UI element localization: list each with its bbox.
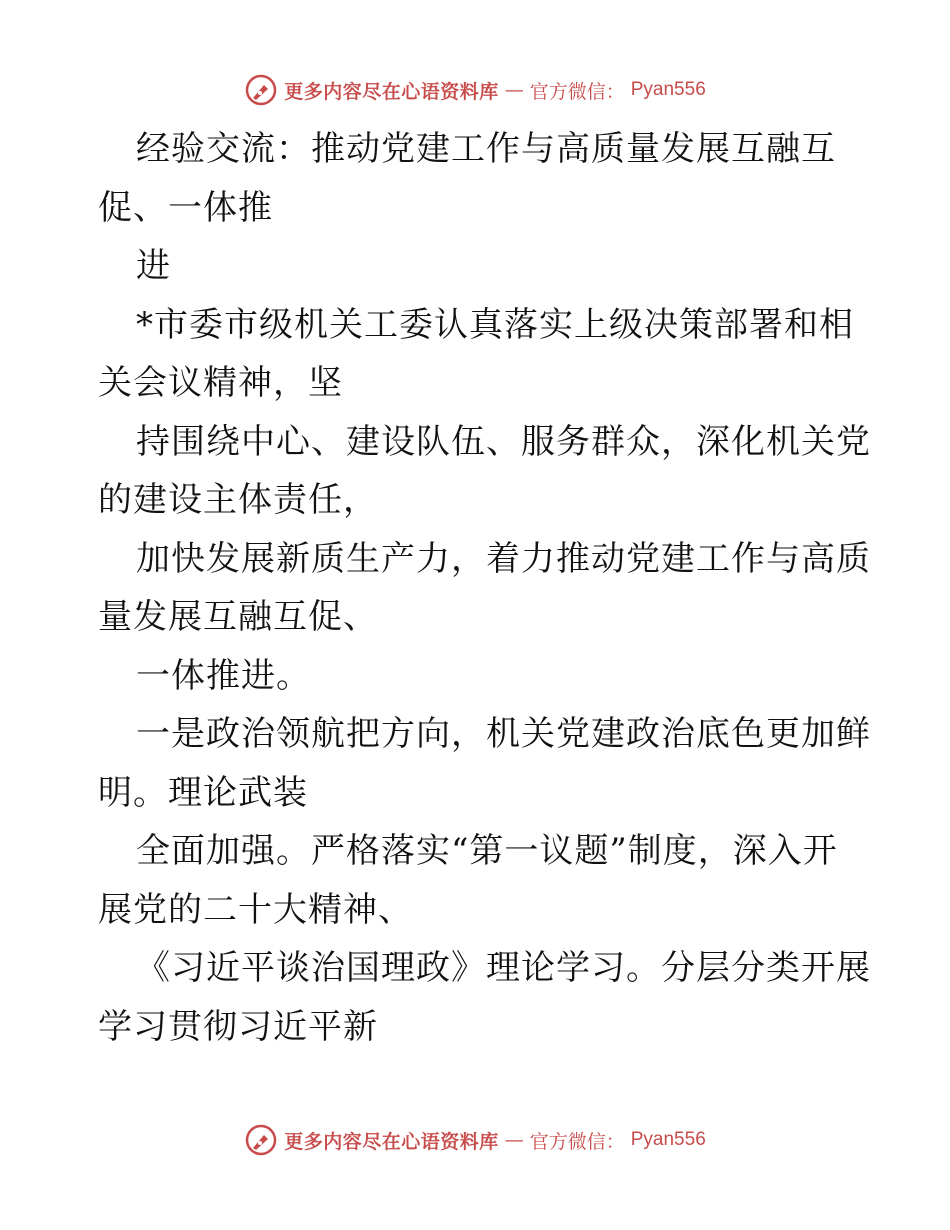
header-wechat-id: Pyan556 [630, 79, 706, 100]
body-line: 全面加强。严格落实“第一议题”制度，深入开 [136, 831, 838, 871]
body-line: 的建设主体责任， [98, 480, 378, 520]
footer-banner-text: 更多内容尽在心语资料库 [284, 1130, 499, 1153]
pen-nib-logo-icon [244, 1123, 278, 1157]
header-banner [0, 70, 950, 110]
body-line: 促、一体推 [98, 187, 273, 228]
body-line: 进 [136, 246, 171, 286]
body-line: 一是政治领航把方向，机关党建政治底色更加鲜 [136, 714, 871, 754]
header-banner-text: 更多内容尽在心语资料库 [284, 80, 499, 103]
header-banner-separator: — [504, 79, 524, 101]
body-line: *市委市级机关工委认真落实上级决策部署和相 [136, 304, 854, 345]
body-line: 一体推进。 [136, 655, 311, 696]
header-wechat-label: 官方微信： [529, 80, 625, 103]
body-line: 持围绕中心、建设队伍、服务群众，深化机关党 [136, 421, 871, 462]
pen-nib-logo-icon [244, 73, 278, 107]
body-line: 加快发展新质生产力，着力推动党建工作与高质 [136, 538, 871, 579]
document-body [98, 120, 871, 1056]
footer-wechat-label: 官方微信： [529, 1130, 625, 1153]
body-line: 量发展互融互促、 [98, 597, 378, 637]
body-line: 学习贯彻习近平新 [98, 1006, 378, 1047]
body-line: 明。理论武装 [98, 772, 308, 813]
body-line: 《习近平谈治国理政》理论学习。分层分类开展 [136, 948, 871, 988]
body-line: 展党的二十大精神、 [98, 889, 413, 930]
footer-wechat-id: Pyan556 [630, 1129, 706, 1150]
body-line: 经验交流：推动党建工作与高质量发展互融互 [136, 129, 836, 169]
footer-banner [0, 1120, 950, 1160]
body-line: 关会议精神，坚 [98, 363, 343, 403]
footer-banner-separator: — [504, 1129, 524, 1151]
